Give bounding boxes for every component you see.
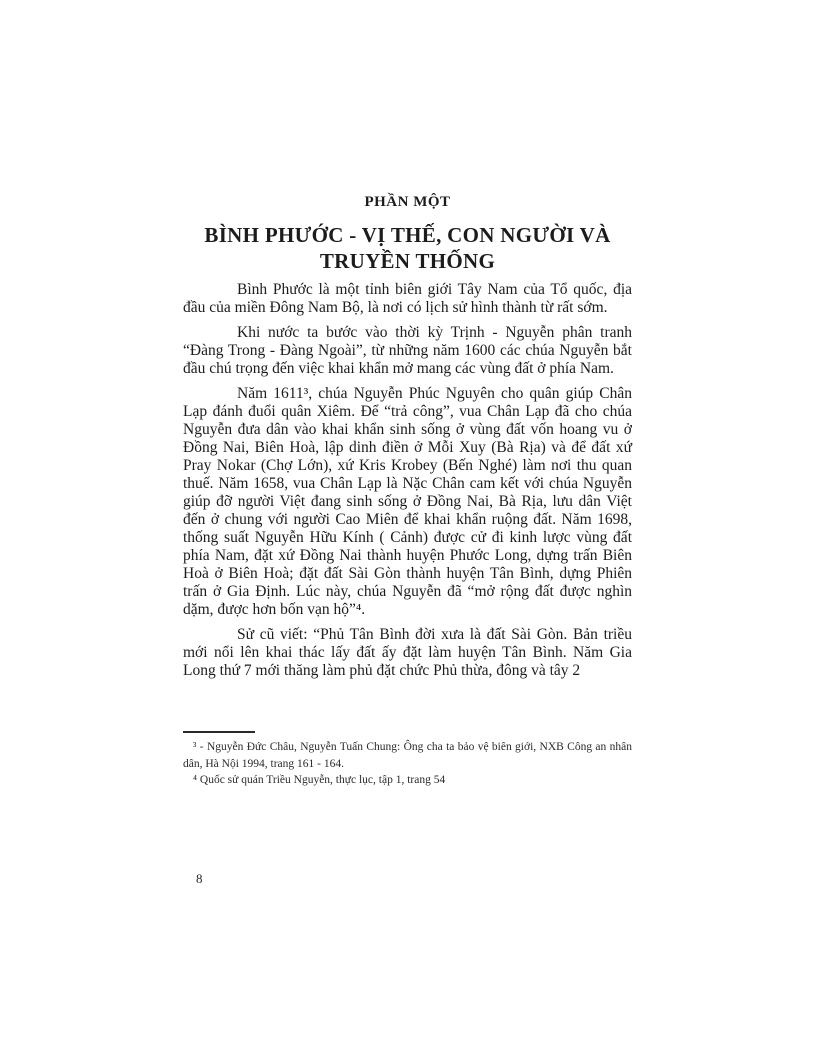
footnote-block: [183, 731, 632, 789]
page-number: 8: [196, 871, 203, 886]
chapter-title-line-1: BÌNH PHƯỚC - VỊ THẾ, CON NGƯỜI VÀ: [204, 223, 611, 247]
body-text: [183, 281, 632, 680]
text-column: [183, 193, 632, 687]
part-heading: PHẦN MỘT: [364, 194, 451, 210]
paragraph-1: Bình Phước là một tỉnh biên giới Tây Nam của Tổ quốc, địa đầu của miền Đông Nam Bộ, là nơi có lịch sử hình thành từ rất sớm.: [183, 281, 632, 316]
footnote-separator: [183, 731, 255, 733]
footnote-1: ³ - Nguyễn Đức Châu, Nguyễn Tuấn Chung: Ông cha ta bảo vệ biên giới, NXB Công an nhân dân, Hà Nội 1994, trang 161 - 164.: [183, 741, 632, 770]
footnote-2: ⁴ Quốc sử quán Triều Nguyễn, thực lục, tập 1, trang 54: [193, 774, 446, 786]
paragraph-3: Năm 1611³, chúa Nguyễn Phúc Nguyên cho quân giúp Chân Lạp đánh đuổi quân Xiêm. Để “trả công”, vua Chân Lạp đã cho chúa Nguyễn đưa dân vào khai khẩn sinh sống ở vùng đất vốn hoang vu ở Đồng Nai, Biên Hoà, lập dinh điền ở Mỗi Xuy (Bà Rịa) và để đất xứ Pray Nokar (Chợ Lớn), xứ Kris Krobey (Bến Nghé) làm nơi thu quan thuế. Năm 1658, vua Chân Lạp là Nặc Chân cam kết với chúa Nguyễn giúp đỡ người Việt đang sinh sống ở Đồng Nai, Bà Rịa, lưu dân Việt đến ở chung với người Cao Miên để khai khẩn ruộng đất. Năm 1698, thống suất Nguyễn Hữu Kính ( Cảnh) được cử đi kinh lược vùng đất phía Nam, đặt xứ Đồng Nai thành huyện Phước Long, dựng trấn Biên Hoà ở Biên Hoà; đặt đất Sài Gòn thành huyện Tân Bình, dựng Phiên trấn ở Gia Định. Lúc này, chúa Nguyễn đã “mở rộng đất được nghìn dặm, được hơn bốn vạn hộ”⁴.: [183, 385, 632, 618]
paragraph-4: Sử cũ viết: “Phủ Tân Bình đời xưa là đất Sài Gòn. Bản triều mới nổi lên khai thác lấy đất ấy đặt làm huyện Tân Bình. Năm Gia Long thứ 7 mới thăng làm phủ đặt chức Phủ thừa, đông và tây 2: [183, 626, 632, 679]
chapter-title-line-2: TRUYỀN THỐNG: [319, 249, 496, 273]
paragraph-2: Khi nước ta bước vào thời kỳ Trịnh - Nguyễn phân tranh “Đàng Trong - Đàng Ngoài”, từ những năm 1600 các chúa Nguyễn bắt đầu chú trọng đến việc khai khẩn mở mang các vùng đất ở phía Nam.: [183, 324, 632, 377]
chapter-title: [183, 222, 632, 274]
